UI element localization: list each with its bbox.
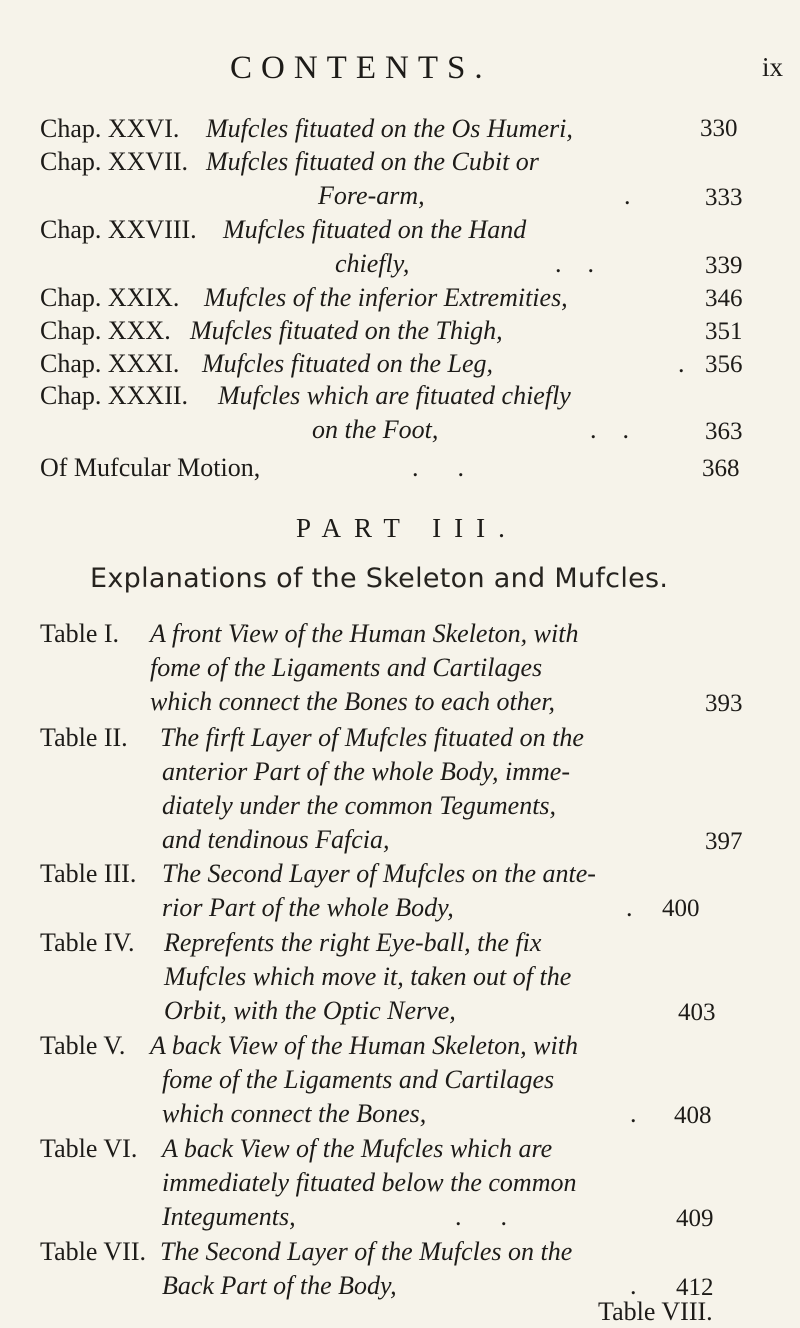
table-label: Table VI. bbox=[40, 1134, 138, 1163]
leader-dot: . bbox=[630, 1099, 637, 1128]
table-title-line: Back Part of the Body, bbox=[162, 1271, 397, 1300]
table-title-line: Integuments, bbox=[162, 1202, 296, 1231]
table-title-line: diately under the common Teguments, bbox=[162, 791, 557, 820]
table-title-line: anterior Part of the whole Body, imme- bbox=[162, 757, 571, 786]
table-title-line: Orbit, with the Optic Nerve, bbox=[164, 996, 456, 1025]
chapter-title-line: Mufcles which are fituated chiefly bbox=[218, 381, 571, 410]
table-title-line: immediately fituated below the common bbox=[162, 1168, 577, 1197]
table-label: Table I. bbox=[40, 619, 120, 648]
leader-dot: . bbox=[626, 893, 633, 922]
part-heading: PART III. bbox=[296, 513, 518, 543]
page-number: 368 bbox=[702, 455, 740, 482]
motion-title: Of Mufcular Motion, bbox=[40, 453, 261, 482]
table-label: Table V. bbox=[40, 1031, 126, 1060]
page-number: 363 bbox=[705, 418, 743, 445]
chapter-title-line: Mufcles fituated on the Thigh, bbox=[190, 316, 503, 345]
table-title-line: The firft Layer of Mufcles fituated on the bbox=[160, 723, 584, 752]
page-number: 333 bbox=[705, 184, 743, 211]
leader-dots: . . bbox=[412, 453, 464, 482]
page-number: 400 bbox=[662, 895, 700, 922]
table-title-line: and tendinous Fafcia, bbox=[162, 825, 390, 854]
chapter-label: Chap. XXXII. bbox=[40, 381, 189, 410]
chapter-label: Chap. XXIX. bbox=[40, 283, 180, 312]
chapter-title-line: Mufcles fituated on the Os Humeri, bbox=[206, 114, 573, 143]
folio-number: ix bbox=[762, 52, 784, 82]
chapter-title-line: Mufcles of the inferior Extremities, bbox=[204, 283, 568, 312]
chapter-title-line: chiefly, bbox=[335, 249, 410, 278]
running-head bbox=[0, 50, 800, 90]
table-label: Table VII. bbox=[40, 1237, 146, 1266]
chapter-label: Chap. XXXI. bbox=[40, 349, 180, 378]
page-number: 346 bbox=[705, 285, 743, 312]
leader-dots: . . bbox=[555, 249, 594, 278]
table-title-line: which connect the Bones to each other, bbox=[150, 687, 556, 716]
leader-dot: . bbox=[678, 349, 685, 378]
page-number: 356 bbox=[705, 351, 743, 378]
table-title-line: which connect the Bones, bbox=[162, 1099, 427, 1128]
chapter-title-line: Mufcles fituated on the Leg, bbox=[202, 349, 494, 378]
table-label: Table IV. bbox=[40, 928, 135, 957]
table-title-line: A back View of the Mufcles which are bbox=[162, 1134, 553, 1163]
table-title-line: fome of the Ligaments and Cartilages bbox=[162, 1065, 555, 1094]
table-title-line: The Second Layer of Mufcles on the ante- bbox=[162, 859, 596, 888]
section-title: Explanations of the Skeleton and Mufcles. bbox=[90, 563, 669, 594]
leader-dot: . bbox=[624, 181, 631, 210]
chapter-title-line: Mufcles fituated on the Hand bbox=[223, 215, 527, 244]
chapter-title-line: Fore-arm, bbox=[318, 181, 425, 210]
page-number: 351 bbox=[705, 318, 743, 345]
table-title-line: Mufcles which move it, taken out of the bbox=[164, 962, 572, 991]
page-number: 339 bbox=[705, 252, 743, 279]
page-number: 397 bbox=[705, 828, 743, 855]
table-label: Table II. bbox=[40, 723, 128, 752]
table-title-line: rior Part of the whole Body, bbox=[162, 893, 454, 922]
chapter-label: Chap. XXVI. bbox=[40, 114, 180, 143]
page-number: 393 bbox=[705, 690, 743, 717]
chapter-label: Chap. XXVIII. bbox=[40, 215, 197, 244]
page-number: 403 bbox=[678, 999, 716, 1026]
leader-dots: . . bbox=[455, 1202, 507, 1231]
chapter-title-line: Mufcles fituated on the Cubit or bbox=[206, 147, 539, 176]
chapter-title-line: on the Foot, bbox=[312, 415, 439, 444]
leader-dots: . . bbox=[590, 415, 629, 444]
table-title-line: Reprefents the right Eye-ball, the fix bbox=[164, 928, 542, 957]
page-number: 408 bbox=[674, 1102, 712, 1129]
chapter-label: Chap. XXX. bbox=[40, 316, 171, 345]
leader-dot: . bbox=[630, 1271, 637, 1300]
page-number: 409 bbox=[676, 1205, 714, 1232]
running-title: CONTENTS. bbox=[230, 50, 492, 86]
table-title-line: The Second Layer of the Mufcles on the bbox=[160, 1237, 573, 1266]
table-label: Table III. bbox=[40, 859, 137, 888]
chapter-label: Chap. XXVII. bbox=[40, 147, 189, 176]
table-title-line: A front View of the Human Skeleton, with bbox=[150, 619, 579, 648]
catchword: Table VIII. bbox=[598, 1297, 713, 1326]
table-title-line: fome of the Ligaments and Cartilages bbox=[150, 653, 543, 682]
page-number: 330 bbox=[700, 115, 738, 142]
table-title-line: A back View of the Human Skeleton, with bbox=[150, 1031, 578, 1060]
page-number: 412 bbox=[676, 1274, 714, 1301]
